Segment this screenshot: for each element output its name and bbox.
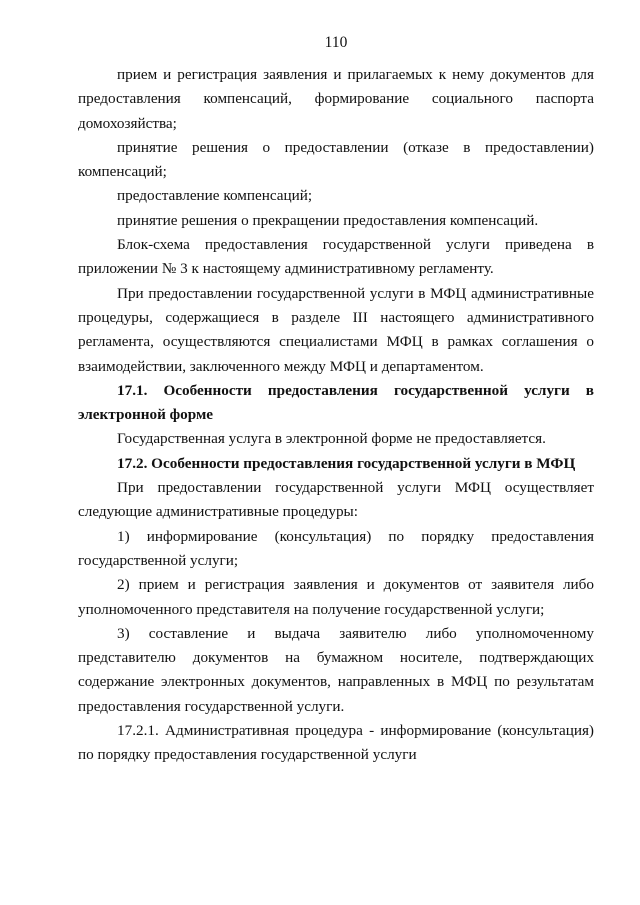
document-body bbox=[78, 63, 594, 768]
paragraph-receipt-registration: прием и регистрация заявления и прилагаемых к нему документов для предоставления компенсаций, формирование социального паспорта домохозяйства; bbox=[78, 66, 594, 132]
page-number: 110 bbox=[324, 34, 348, 51]
paragraph-17-2-1: 17.2.1. Административная процедура - информирование (консультация) по порядку предоставления государственной услуги bbox=[78, 722, 594, 764]
list-item-1: 1) информирование (консультация) по порядку предоставления государственной услуги; bbox=[78, 527, 594, 569]
list-item-2: 2) прием и регистрация заявления и документов от заявителя либо уполномоченного представителя на получение государственной услуги; bbox=[78, 576, 594, 618]
section-heading-17-2: 17.2. Особенности предоставления государственной услуги в МФЦ bbox=[117, 454, 576, 472]
paragraph-decision-termination: принятие решения о прекращении предоставления компенсаций. bbox=[117, 211, 539, 229]
paragraph-granting-compensation: предоставление компенсаций; bbox=[117, 187, 313, 205]
paragraph-flowchart-reference: Блок-схема предоставления государственной услуги приведена в приложении № 3 к настоящему административному регламенту. bbox=[78, 236, 594, 278]
list-item-3: 3) составление и выдача заявителю либо уполномоченному представителю документов на бумажном носителе, подтверждающих содержание электронных документов, направленных в МФЦ по результатам предоставления государственной услуги. bbox=[78, 624, 594, 715]
paragraph-mfc-intro: При предоставлении государственной услуги МФЦ осуществляет следующие административные процедуры: bbox=[78, 479, 594, 521]
paragraph-decision-granting: принятие решения о предоставлении (отказе в предоставлении) компенсаций; bbox=[78, 138, 594, 181]
paragraph-mfc-procedures: При предоставлении государственной услуги в МФЦ административные процедуры, содержащиеся в разделе III настоящего административного регламента, осуществляются специалистами МФЦ в рамках соглашения о взаимодействии, заключенного между МФЦ и департаментом. bbox=[78, 284, 594, 375]
section-heading-17-1: 17.1. Особенности предоставления государственной услуги в электронной форме bbox=[78, 381, 594, 424]
paragraph-no-electronic-form: Государственная услуга в электронной форме не предоставляется. bbox=[117, 430, 546, 448]
